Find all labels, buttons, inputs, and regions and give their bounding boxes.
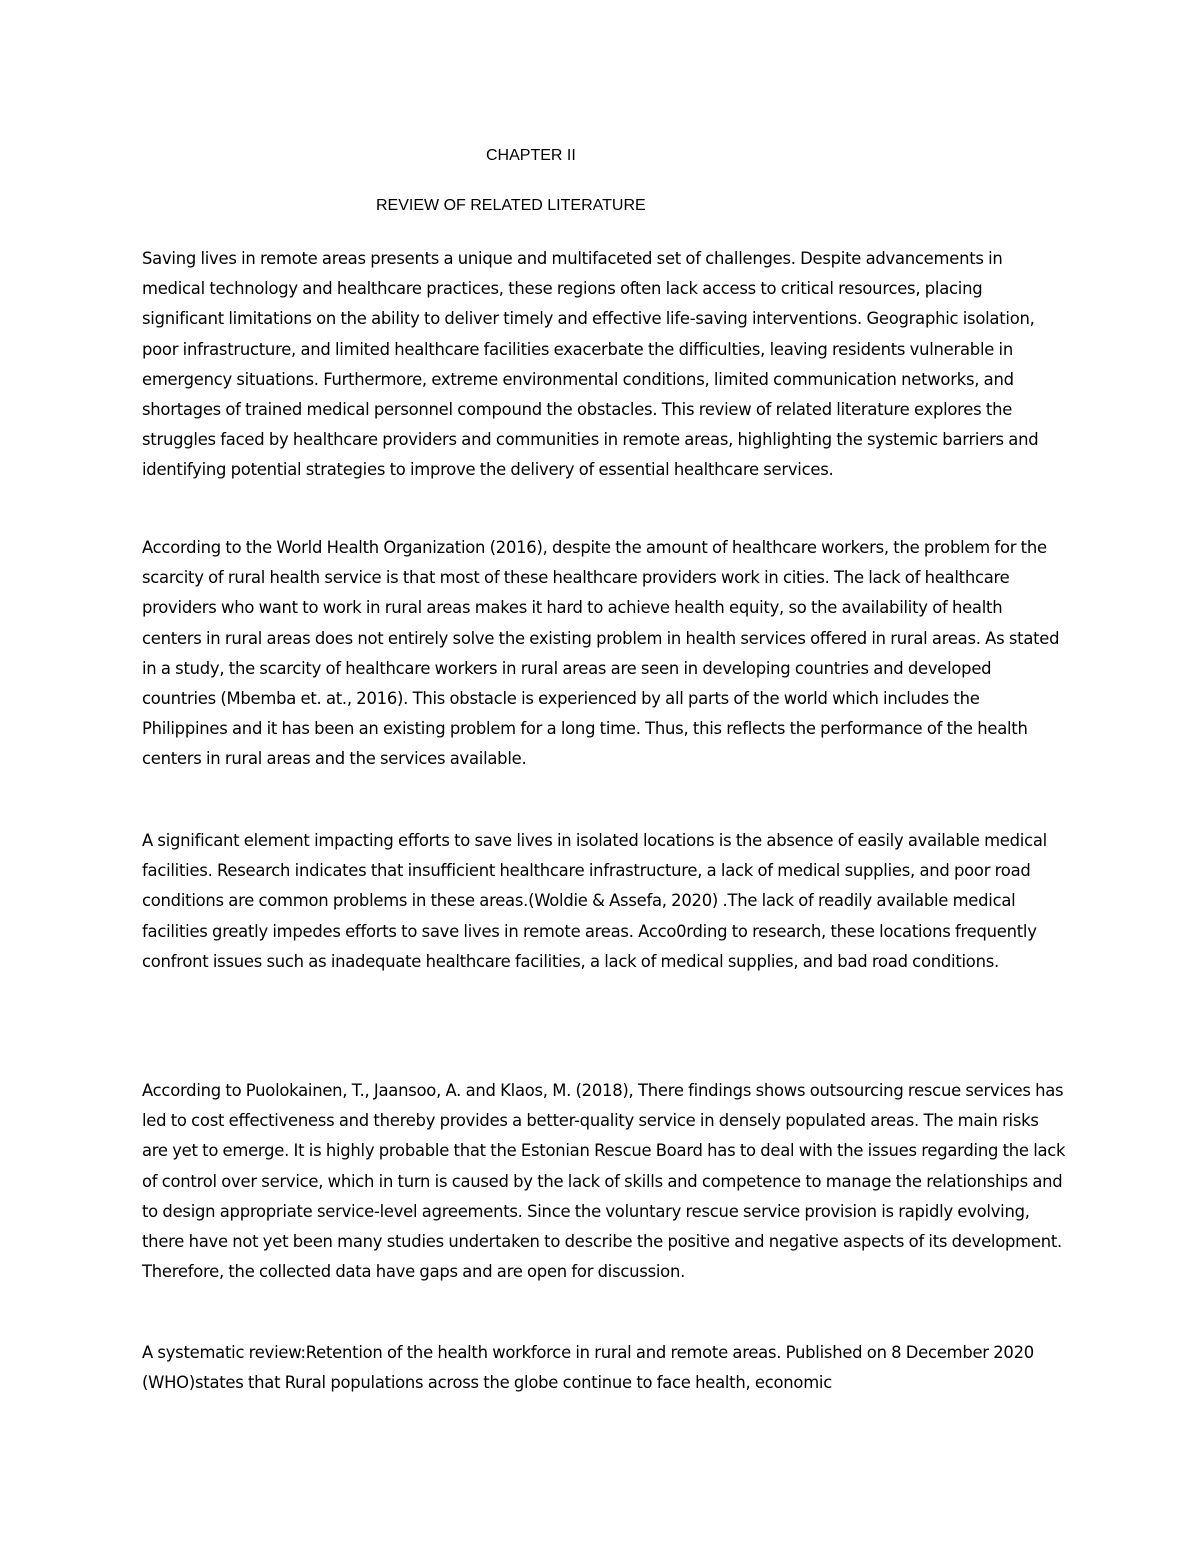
section-title: REVIEW OF RELATED LITERATURE bbox=[376, 197, 646, 214]
paragraph-who-2016: According to the World Health Organization (2016), despite the amount of healthcare workers, the problem for the scarcity of rural health service is that most of these healthcare providers work in cities. The lack of healthcare providers who want to work in rural areas makes it hard to achieve health equity, so the availability of health centers in rural areas does not entirely solve the existing problem in health services offered in rural areas. As stated in a study, the scarcity of healthcare workers in rural areas are seen in developing countries and developed countries (Mbemba et. at., 2016). This obstacle is experienced by all parts of the world which includes the Philippines and it has been an existing problem for a long time. Thus, this reflects the performance of the health centers in rural areas and the services available. bbox=[142, 538, 1060, 769]
paragraph-intro: Saving lives in remote areas presents a unique and multifaceted set of challenges. Despite advancements in medical technology and healthcare practices, these regions often lack access to critical resources, placing significant limitations on the ability to deliver timely and effective life-saving interventions. Geographic isolation, poor infrastructure, and limited healthcare facilities exacerbate the difficulties, leaving residents vulnerable in emergency situations. Furthermore, extreme environmental conditions, limited communication networks, and shortages of trained medical personnel compound the obstacles. This review of related literature explores the struggles faced by healthcare providers and communities in remote areas, highlighting the systemic barriers and identifying potential strategies to improve the delivery of essential healthcare services. bbox=[142, 249, 1039, 480]
paragraph-medical-facilities: A significant element impacting efforts to save lives in isolated locations is the absence of easily available medical facilities. Research indicates that insufficient healthcare infrastructure, a lack of medical supplies, and poor road conditions are common problems in these areas.(Woldie & Assefa, 2020) .The lack of readily available medical facilities greatly impedes efforts to save lives in remote areas. Acco0rding to research, these locations frequently confront issues such as inadequate healthcare facilities, a lack of medical supplies, and bad road conditions. bbox=[142, 831, 1047, 971]
chapter-heading: CHAPTER II bbox=[486, 147, 576, 164]
paragraph-puolokainen-2018: According to Puolokainen, T., Jaansoo, A. and Klaos, M. (2018), There findings shows outsourcing rescue services has led to cost effectiveness and thereby provides a better-quality service in densely populated areas. The main risks are yet to emerge. It is highly probable that the Estonian Rescue Board has to deal with the issues regarding the lack of control over service, which in turn is caused by the lack of skills and competence to manage the relationships and to design appropriate service-level agreements. Since the voluntary rescue service provision is rapidly evolving, there have not yet been many studies undertaken to describe the positive and negative aspects of its development. Therefore, the collected data have gaps and are open for discussion. bbox=[142, 1081, 1066, 1282]
paragraph-systematic-review: A systematic review:Retention of the health workforce in rural and remote areas. Published on 8 December 2020 (WHO)states that Rural populations across the globe continue to face health, economic bbox=[142, 1343, 1034, 1393]
